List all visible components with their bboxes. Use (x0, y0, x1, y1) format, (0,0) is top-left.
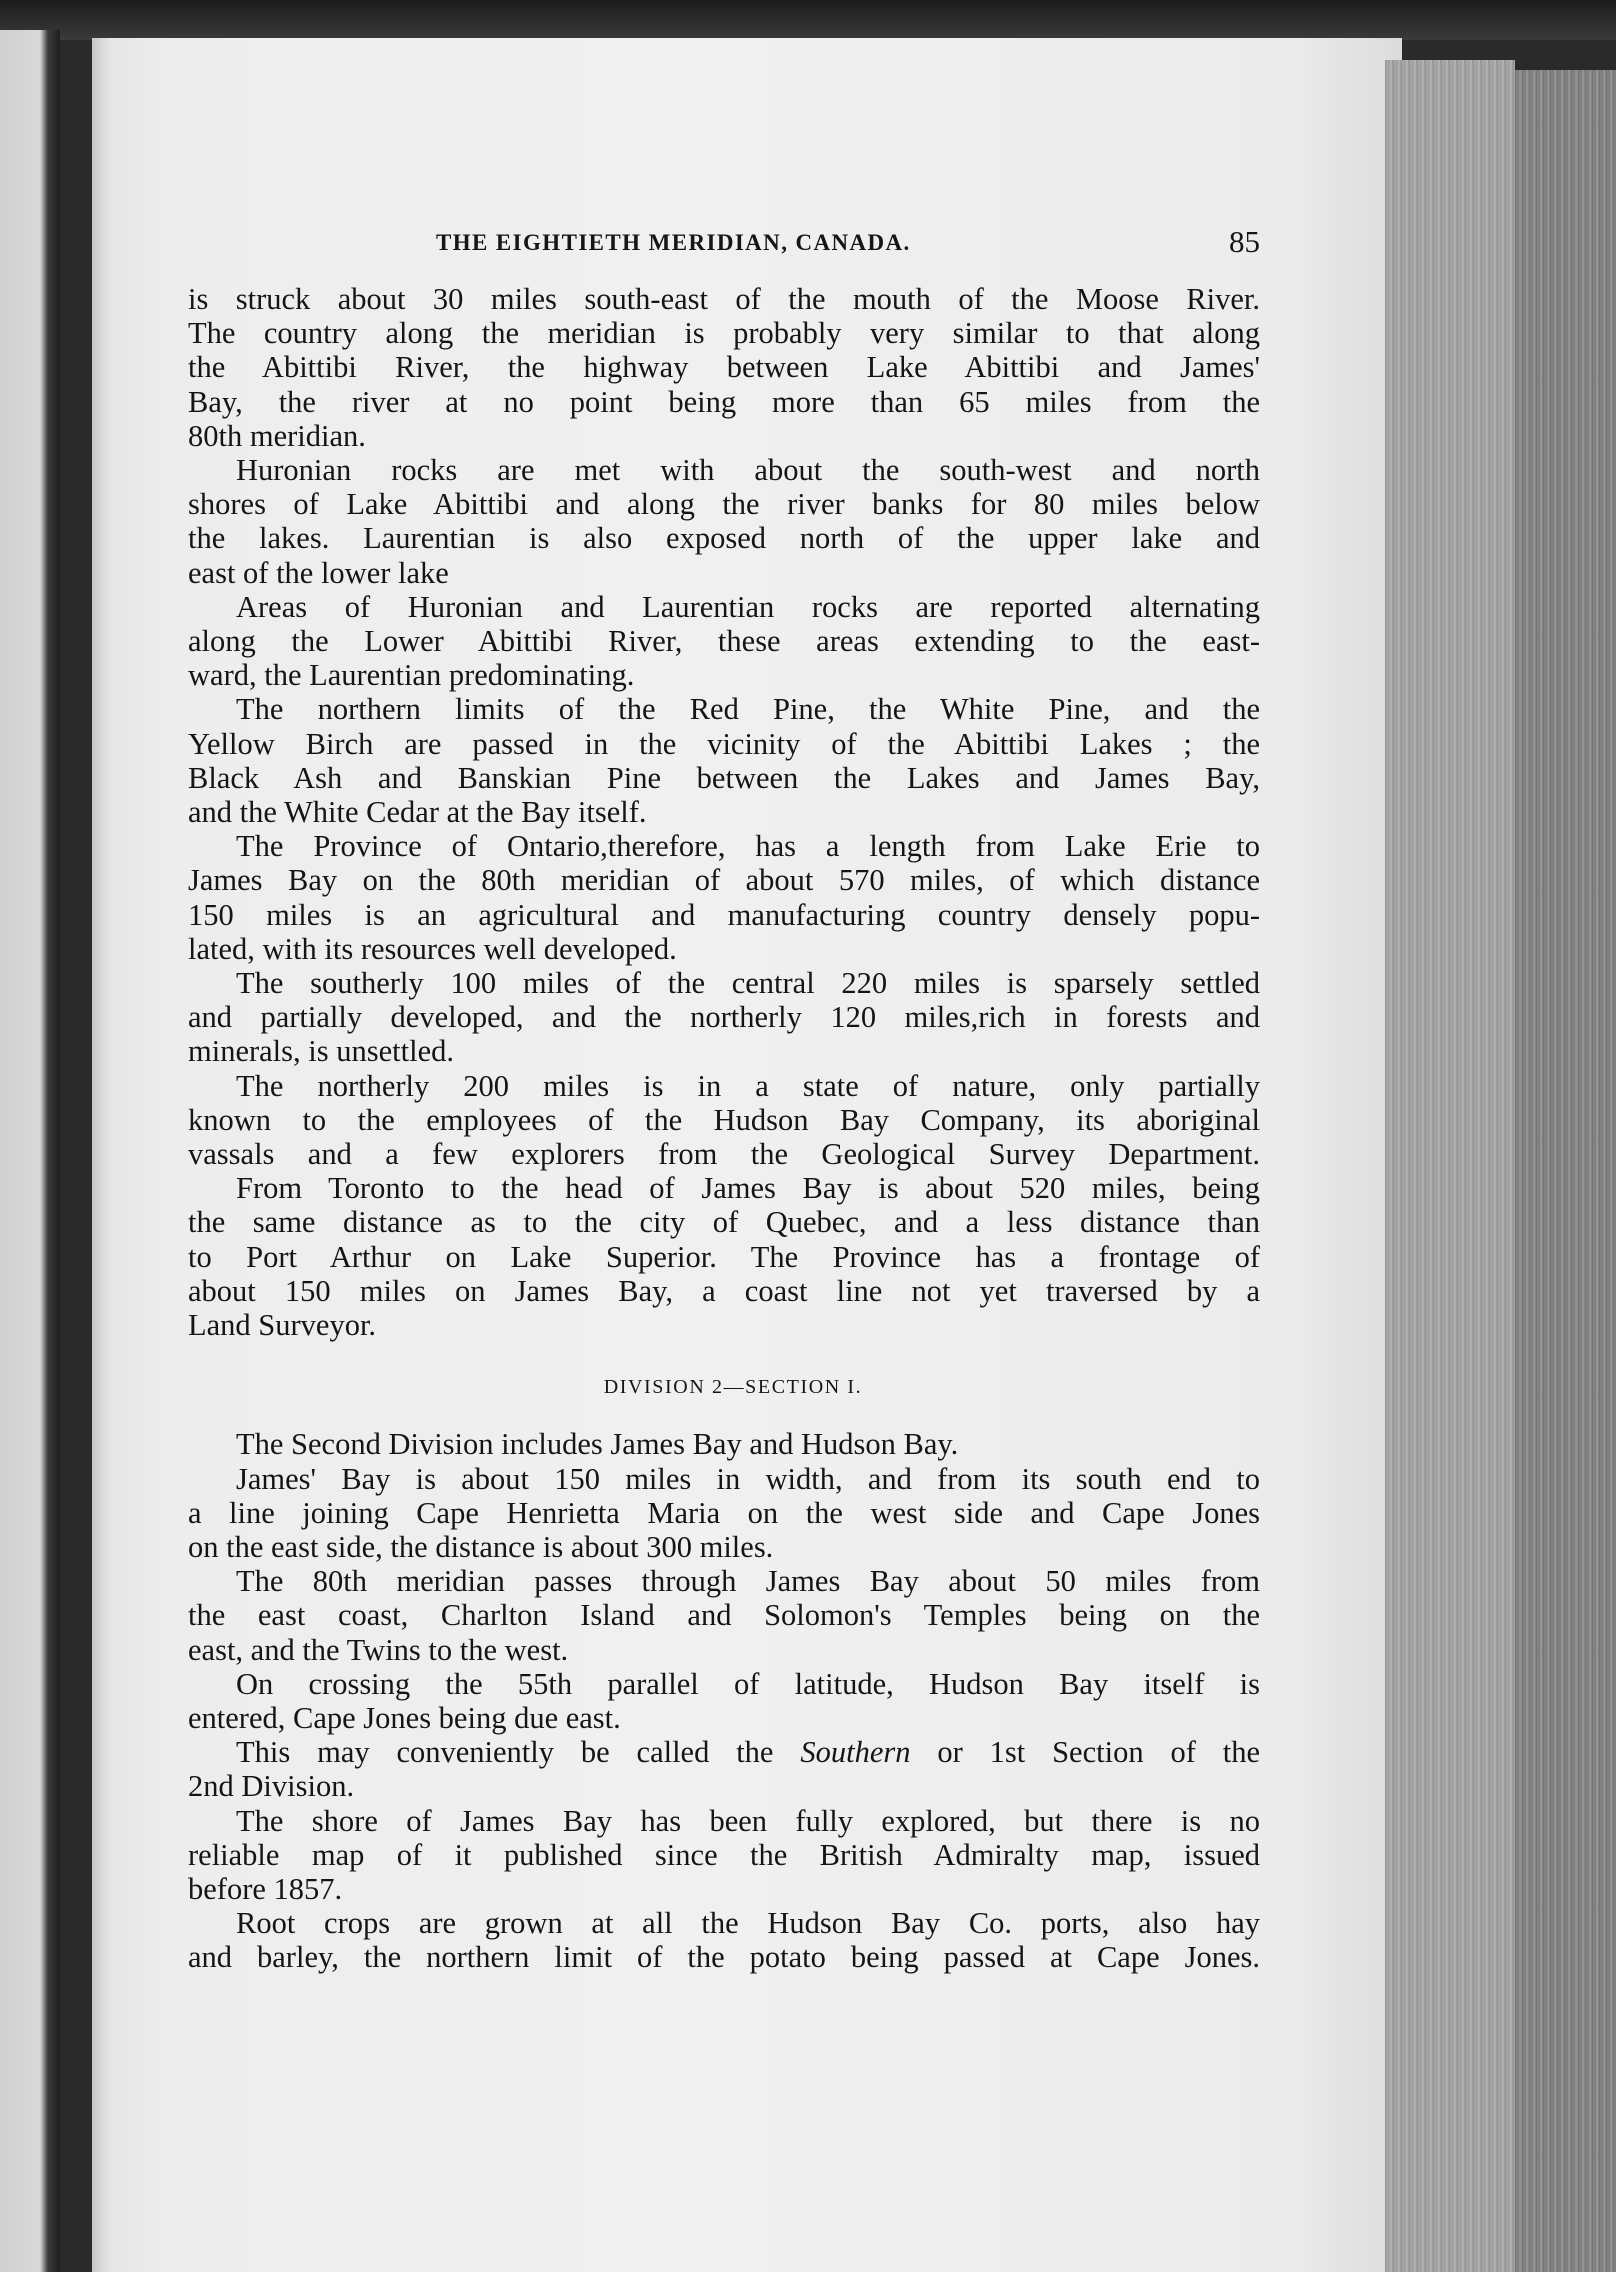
text-line: The northern limits of the Red Pine, the White Pine, and the (236, 692, 1260, 727)
text-line: On crossing the 55th parallel of latitude, Hudson Bay itself is (236, 1666, 1260, 1701)
text-line: The 80th meridian passes through James Bay about 50 miles from (236, 1564, 1260, 1599)
text-line: on the east side, the distance is about 300 miles. (188, 1529, 774, 1564)
text-line: about 150 miles on James Bay, a coast line not yet traversed by a (188, 1273, 1260, 1308)
text-line: Bay, the river at no point being more than 65 miles from the (188, 384, 1260, 419)
text-line: The Province of Ontario,therefore, has a length from Lake Erie to (236, 829, 1260, 864)
page-number: 85 (1229, 224, 1260, 259)
text-line: to Port Arthur on Lake Superior. The Province has a frontage of (188, 1239, 1260, 1274)
section-heading: DIVISION 2—SECTION I. (603, 1376, 863, 1399)
text-line: is struck about 30 miles south-east of the mouth of the Moose River. (188, 282, 1260, 316)
text-line: and the White Cedar at the Bay itself. (188, 795, 647, 830)
text-line: reliable map of it published since the British Admiralty map, issued (188, 1837, 1260, 1872)
text-line: The southerly 100 miles of the central 220 miles is sparsely settled (236, 966, 1260, 1001)
text-line: The Second Division includes James Bay and Hudson Bay. (236, 1427, 959, 1462)
text-line: The country along the meridian is probably very similar to that along (188, 316, 1260, 351)
text-line: the east coast, Charlton Island and Solomon's Temples being on the (188, 1598, 1260, 1633)
text-line: Root crops are grown at all the Hudson Bay Co. ports, also hay (236, 1906, 1260, 1941)
page-stack-edge (1385, 60, 1515, 2272)
text-line: the Abittibi River, the highway between Lake Abittibi and James' (188, 350, 1260, 385)
text-line: and partially developed, and the northerly 120 miles,rich in forests and (188, 1000, 1260, 1035)
text-line: Areas of Huronian and Laurentian rocks are reported alternating (236, 589, 1260, 624)
text-line: 150 miles is an agricultural and manufacturing country densely popu- (188, 897, 1260, 932)
scan-top-border (0, 0, 1616, 40)
text-line: Land Surveyor. (188, 1308, 377, 1343)
text-run: or 1st Section of the (910, 1735, 1260, 1770)
text-line: the same distance as to the city of Quebec, and a less distance than (188, 1205, 1260, 1240)
text-line: Black Ash and Banskian Pine between the Lakes and James Bay, (188, 760, 1260, 795)
text-line: vassals and a few explorers from the Geological Survey Department. (188, 1137, 1260, 1172)
text-line: before 1857. (188, 1871, 343, 1906)
text-line: From Toronto to the head of James Bay is about 520 miles, being (236, 1171, 1260, 1206)
text-line: entered, Cape Jones being due east. (188, 1700, 621, 1735)
text-line: known to the employees of the Hudson Bay Company, its aboriginal (188, 1102, 1260, 1137)
text-line: 2nd Division. (188, 1769, 355, 1804)
text-line: lated, with its resources well developed. (188, 931, 677, 966)
text-line: The northerly 200 miles is in a state of nature, only partially (236, 1068, 1260, 1103)
text-line-southern (188, 1735, 1260, 1769)
text-line: Yellow Birch are passed in the vicinity of the Abittibi Lakes ; the (188, 726, 1260, 761)
text-line: shores of Lake Abittibi and along the river banks for 80 miles below (188, 487, 1260, 522)
text-line: James Bay on the 80th meridian of about 570 miles, of which distance (188, 863, 1260, 898)
running-head (188, 220, 1260, 270)
italic-southern: Southern (800, 1735, 911, 1770)
running-title: THE EIGHTIETH MERIDIAN, CANADA. (436, 230, 911, 255)
text-run: This may conveniently be called the (236, 1735, 801, 1770)
text-line: east, and the Twins to the west. (188, 1632, 569, 1667)
facing-page-edge (0, 30, 60, 2272)
page-text-block (188, 220, 1260, 1975)
text-line: the lakes. Laurentian is also exposed north of the upper lake and (188, 521, 1260, 556)
text-line: along the Lower Abittibi River, these areas extending to the east- (188, 624, 1260, 659)
text-line: The shore of James Bay has been fully explored, but there is no (236, 1803, 1260, 1838)
text-line: minerals, is unsettled. (188, 1034, 454, 1069)
text-line: James' Bay is about 150 miles in width, and from its south end to (236, 1461, 1260, 1496)
text-line: ward, the Laurentian predominating. (188, 658, 635, 693)
text-line: Huronian rocks are met with about the south-west and north (236, 453, 1260, 488)
book-fore-edge (1515, 70, 1616, 2272)
text-line: and barley, the northern limit of the potato being passed at Cape Jones. (188, 1940, 1260, 1975)
text-line: east of the lower lake (188, 555, 449, 590)
text-line: a line joining Cape Henrietta Maria on the west side and Cape Jones (188, 1495, 1260, 1530)
text-line: 80th meridian. (188, 418, 366, 453)
